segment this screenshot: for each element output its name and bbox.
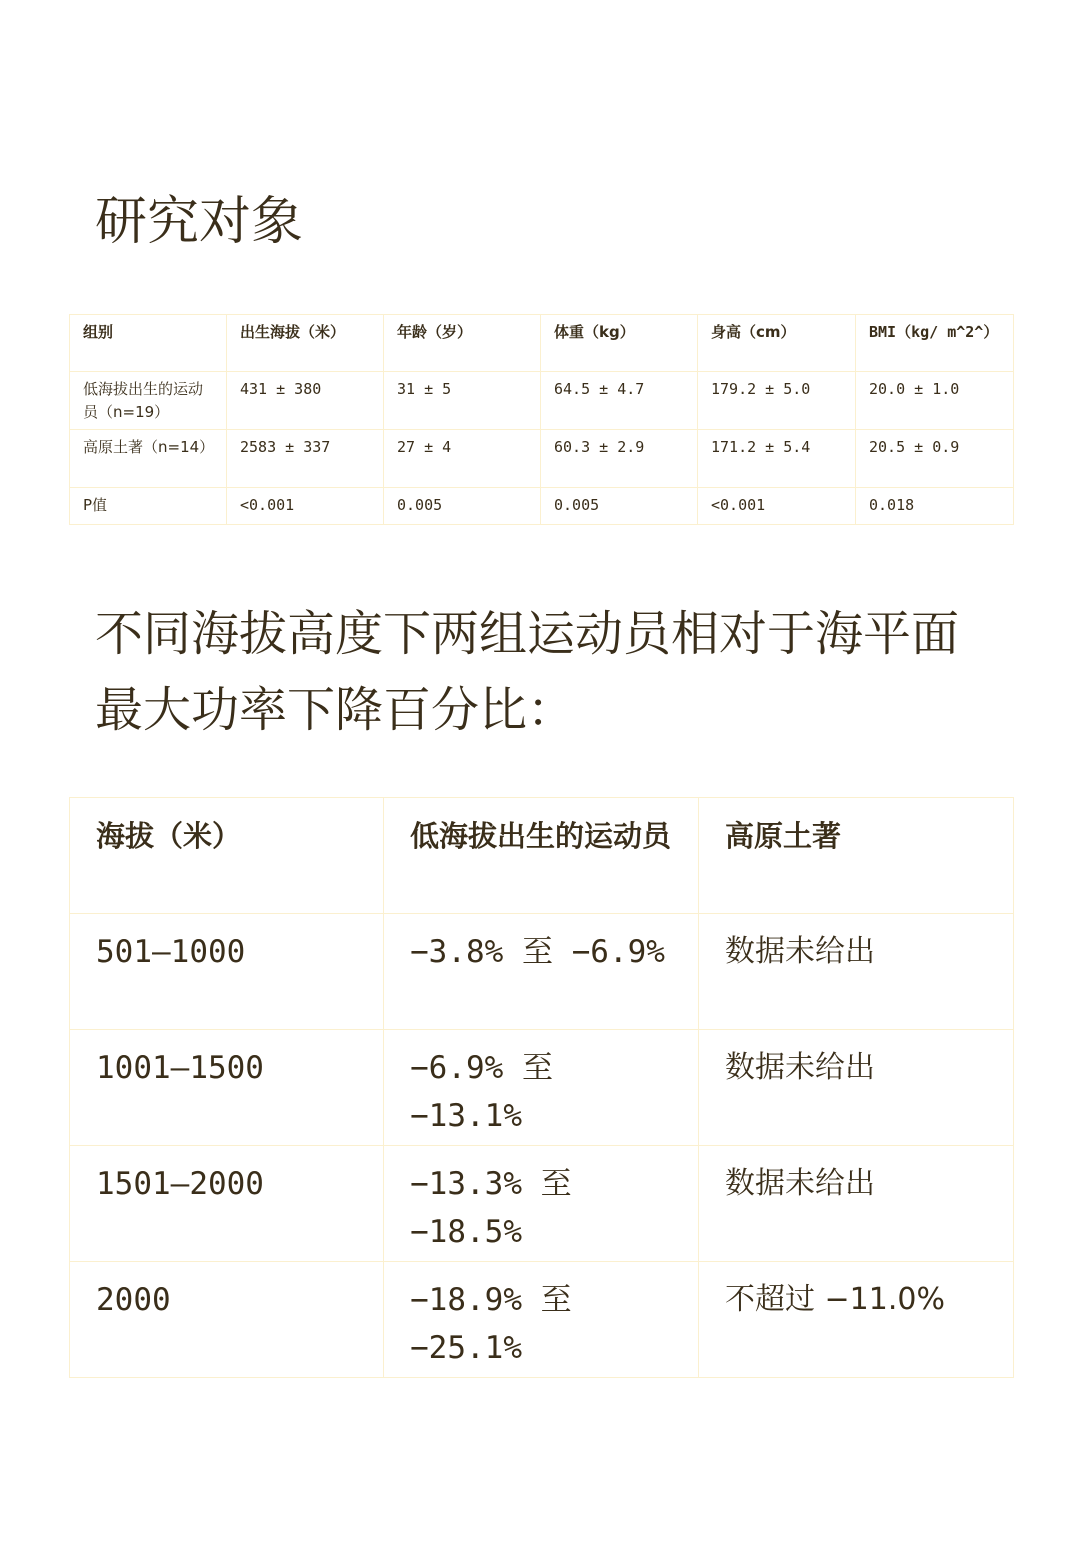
cell-group: 低海拔出生的运动员（n=19） (70, 372, 227, 430)
table-row (70, 914, 1014, 1030)
cell-highland-natives: 数据未给出 (699, 1146, 1014, 1262)
header-altitude: 海拔（米） (70, 798, 384, 914)
cell-birth-altitude: <0.001 (227, 488, 384, 525)
cell-height: 179.2 ± 5.0 (698, 372, 856, 430)
cell-bmi: 20.5 ± 0.9 (856, 430, 1014, 488)
header-bmi: BMI（kg/ m^2^） (856, 315, 1014, 372)
cell-age: 27 ± 4 (384, 430, 541, 488)
cell-highland-natives: 不超过 −11.0% (699, 1262, 1014, 1378)
subjects-table (69, 314, 1014, 525)
table-row (70, 1030, 1014, 1146)
table-row (70, 1146, 1014, 1262)
power-decline-table (69, 797, 1014, 1378)
cell-weight: 60.3 ± 2.9 (541, 430, 698, 488)
table-row (70, 372, 1014, 430)
header-group: 组别 (70, 315, 227, 372)
cell-age: 31 ± 5 (384, 372, 541, 430)
header-weight: 体重（kg） (541, 315, 698, 372)
cell-age: 0.005 (384, 488, 541, 525)
table-row (70, 430, 1014, 488)
cell-group: 高原土著（n=14） (70, 430, 227, 488)
cell-weight: 64.5 ± 4.7 (541, 372, 698, 430)
cell-bmi: 20.0 ± 1.0 (856, 372, 1014, 430)
header-lowland-athletes: 低海拔出生的运动员 (384, 798, 699, 914)
cell-lowland-athletes: −18.9% 至 −25.1% (384, 1262, 699, 1378)
cell-bmi: 0.018 (856, 488, 1014, 525)
cell-highland-natives: 数据未给出 (699, 914, 1014, 1030)
cell-lowland-athletes: −6.9% 至 −13.1% (384, 1030, 699, 1146)
cell-altitude: 501–1000 (70, 914, 384, 1030)
cell-altitude: 1501–2000 (70, 1146, 384, 1262)
cell-birth-altitude: 2583 ± 337 (227, 430, 384, 488)
table-header-row (70, 798, 1014, 914)
cell-height: <0.001 (698, 488, 856, 525)
cell-lowland-athletes: −3.8% 至 −6.9% (384, 914, 699, 1030)
header-age: 年龄（岁） (384, 315, 541, 372)
table-row (70, 488, 1014, 525)
cell-highland-natives: 数据未给出 (699, 1030, 1014, 1146)
cell-altitude: 2000 (70, 1262, 384, 1378)
table-header-row (70, 315, 1014, 372)
cell-weight: 0.005 (541, 488, 698, 525)
header-highland-natives: 高原土著 (699, 798, 1014, 914)
section-title-power-decline: 不同海拔高度下两组运动员相对于海平面最大功率下降百分比： (95, 606, 960, 738)
cell-height: 171.2 ± 5.4 (698, 430, 856, 488)
cell-lowland-athletes: −13.3% 至 −18.5% (384, 1146, 699, 1262)
header-birth-altitude: 出生海拔（米） (227, 315, 384, 372)
cell-group: P值 (70, 488, 227, 525)
table-row (70, 1262, 1014, 1378)
header-height: 身高（cm） (698, 315, 856, 372)
cell-altitude: 1001–1500 (70, 1030, 384, 1146)
cell-birth-altitude: 431 ± 380 (227, 372, 384, 430)
section-title-subjects: 研究对象 (95, 192, 304, 252)
